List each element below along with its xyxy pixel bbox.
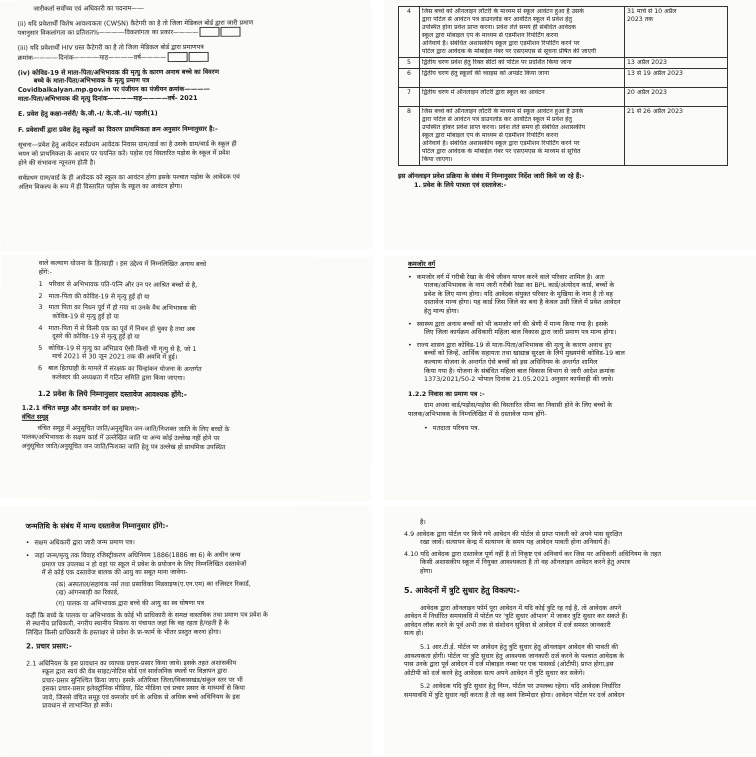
text-line: बच्चों को जिन्हें, आर्थिक सहायता तथा खाद्यान्न सुरक्षा के लिये मुख्यमंत्री कोविड-19 बाल — [424, 349, 625, 358]
list-item: 2 माता-पिता की कोविड-19 से मृत्यु हुई हो या — [38, 291, 150, 301]
text-line: F. प्रवेशार्थी द्वारा प्रवेश हेतु स्कूलों का विवरण प्राथमिकता क्रम अनुसार निम्नानुसार है:- — [18, 124, 218, 134]
table-cell: 21 से 26 अप्रैल 2023 — [625, 107, 728, 166]
text-line: जारीकर्ता सर्वोच्च एवं अधिकारी का पदनाम—— — [33, 4, 145, 13]
section-heading: जन्मतिथि के संबंध में मान्य दस्तावेज निम्नानुसार होंगे:- — [25, 521, 169, 531]
text-line: आवेदन लॉक करने के पूर्व अभी तक से संशोधन सुविधा से आवेदन में दर्ज समस्त जानकारी — [404, 620, 611, 629]
table-cell: 20 अप्रैल 2023 — [625, 88, 728, 107]
text-line: 4.10 यदि आवेदक द्वारा दस्तावेज पूर्ण नहीं है तो निकृष्ट एवं अनिवार्य कर जिस पर अधिकारी अधिनियम के तहत — [404, 549, 662, 558]
document-page-1 — [0, 0, 373, 251]
list-item: (ख) आंगनबाड़ी का रिकार्ड, — [55, 588, 120, 597]
text-line: Covidbalkalyan.mp.gov.in पर पंजीयन का पंजीयन क्रमांक———— — [17, 84, 210, 94]
subsection-heading: वंचित समूह — [21, 412, 49, 421]
text-line: पास उनके द्वारा पूर्व आवेदन में दर्ज मोबाइल नम्बर पर एक पासवर्ड (ओटीपी) प्राप्त होगा,इस — [404, 660, 614, 669]
text-line: लिए जिला कार्यक्रम अधिकारी महिला बाल विकास द्वारा जारी प्रमाण पत्र मान्य होगा। — [424, 328, 617, 337]
text-line: E. प्रवेश हेतु कक्षा-नर्सरी/ के.जी.-I/ के.जी.-II/ पहली(1) — [17, 109, 158, 119]
table-cell: द्वितीय चरण प्रवेश हेतु रिक्त सीटों को पोर्टल पर प्रदर्शित किया जाना — [420, 58, 625, 69]
table-cell: 13 अप्रैल 2023 — [625, 58, 728, 69]
list-item-cont: कोविड-19 से मृत्यु हुई हो या — [52, 312, 119, 321]
bullet-item: • सक्षम अधिकारी द्वारा जारी जन्म प्रमाण पत्र। — [26, 538, 364, 548]
subsection-heading: 1.2.1 वंचित समूह और कमजोर वर्ग का प्रमाण:- — [21, 403, 140, 413]
table-cell: 8 — [399, 107, 420, 166]
bullet-item: • जहां जन्म/मृत्यु तक विवाह रजिस्ट्रीकरण अधिनियम 1886(1886 का 6) के अधीन जन्म — [26, 550, 364, 560]
bullet-item: • राज्य शासन द्वारा कोविड-19 से माता-पिता/अभिभावक की मृत्यु के कारण अनाथ हुए — [408, 341, 748, 350]
list-item: (क) अस्पताल/सहायक नर्स तथा प्रसाविका मिडवाइफ(ए.एन.एम) का रजिस्टर रिकार्ड, — [55, 579, 251, 589]
text-line: होगा। — [420, 566, 433, 575]
table-row — [399, 69, 728, 88]
table-cell: द्वितीय चरण हेतु स्कूलों की च्वाइस को अपडेट किया जाना — [420, 69, 625, 88]
text-line: इस ऑनलाइन प्रवेश प्रक्रिया के संबंध में निम्नानुसार निर्देश जारी किये जा रहे हैं:- — [398, 172, 585, 180]
section-heading: 5. आवेदनों में त्रुटि सुधार हेतु विकल्प:- — [404, 585, 520, 595]
text-line: आवेदक द्वारा ऑनलाइन फॉर्म पूरा आवेदन में यदि कोई त्रुटि रह गई है, तो आवेदक अपने — [420, 603, 622, 612]
table-cell: जिस बच्चे को ऑनलाइन लॉटरी के माध्यम से स्कूल आवंटन हुआ है उसके द्वारा पोर्टल से आवंटन पत्र डाउनलोड कर आवंटित स्कूल में प्रवेश हेतु उपस्थित होना प्रवेश प्राप्त करना। प्रवेश लेते समय ही संबंधित आवेदक स्कूल द्वारा मोबाइल एप के माध्यम से एडमीशन रिपोर्टिंग करना अनिवार्य है। संबंधित अशासकीय स्कूल द्वारा एडमीशन रिपोर्टिंग करने पर पोर्टल द्वारा आवेदक के मोबाईल नंबर पर एसएमएस से सूचना प्रेषित की जाएगी — [420, 7, 625, 58]
text-line: दस्तावेज मान्य होगा। यह कार्ड जिस जिले का बना है केवल उसी जिले में प्रवेश आवेदन — [424, 298, 621, 307]
list-item: 3 माता पिता का निधन पूर्व में हो गया था उनके वैध अभिभावक की — [38, 303, 197, 313]
text-line: माता-पिता/अभिभावक की मृत्यु दिनांक————माह————वर्ष- 2021 — [17, 93, 198, 103]
table-row — [399, 7, 728, 58]
text-line: लिखित किसी प्राधिकारी के हस्ताक्षर से प्रवेश के फ्र-फार्म के भीतर प्रस्तुत करना होगा। — [25, 627, 222, 637]
text-line: अंतिम विकल्प के रूप में ही विस्तारित पड़ोस के स्कूल का आवंटन होगा। — [18, 181, 183, 191]
text-line: सूचना—प्रवेश हेतु आवेदन सर्वप्रथम आवेदक निवास ग्राम/वार्ड का है उसके ग्राम/वार्ड के स्कूल ही — [18, 140, 237, 150]
text-line: प्रावधान से लाभान्वित हो सकें। — [42, 701, 113, 710]
list-item: (ग) पालक या अभिभावक द्वारा बच्चे की आयु का स्व घोषणा पत्र — [55, 598, 205, 608]
text-line: वंचित समूह में अनुसूचित जाति/अनुसूचित जन-जाति/निःशक्त जाति के लिए बच्चों के — [37, 424, 230, 434]
text-line: (ii) यदि प्रवेशार्थी विशेष आवश्यकता (CWSN) कैटेगरी का है तो जिला मेडिकल बोर्ड द्वारा जारी प्रमाण — [17, 18, 254, 28]
text-line: जावे, जिससे वंचित समूह एवं कमजोर वर्ग के अधिक से अधिक बच्चे अधिनियम के इस — [42, 692, 240, 702]
section-heading: कमजोर वर्ग — [408, 260, 436, 268]
text-line: प्रवेश के लिए मान्य होगा। यदि आवेदक संयुक्त परिवार के मुखिया के नाम है तो वह — [424, 289, 613, 298]
bullet-item: • मतदाता परिचय पत्र. — [408, 424, 748, 433]
text-line: (iv) कोविड-19 से माता-पिता/अभिभावक की मृत्यु के कारण अनाथ बच्चे का विवरण — [17, 67, 219, 77]
table-cell: 7 — [399, 88, 420, 107]
text-line: 5.2 आवेदक यदि त्रुटि सुधार हेतु निम्न, पोर्टल पर उपलब्ध रहेगा। यदि आवेदक निर्धारित — [420, 682, 621, 691]
text-line: स्कूल द्वारा स्वयं की वेब साइट/नोटिस बोर्ड एवं सार्वजनिक स्थलों पर विज्ञापन द्वारा — [42, 666, 227, 676]
list-item: 1 परिवार से अभिभावक पति-पत्नि और उन पर आश्रित बच्चों से है, — [38, 280, 198, 290]
bullet-item: • स्वास्थ्य द्वारा अनाथ बच्चों को भी कमजोर वर्ग की श्रेणी में मान्य किया गया है। इसके — [408, 320, 748, 329]
text-line: से स्थानीय प्राधिकारी, नगरीय स्थानीय निकाय या पंचायत जहां कि वह रहता है/रहती है के — [25, 618, 229, 628]
text-line: सत्य हो। — [404, 629, 424, 638]
table-cell: 31 मार्च से 10 अप्रैल 2023 तक — [625, 7, 728, 58]
text-line: किसी अशासकीय स्कूल में नियुक्त आवश्यकता है तो वह ऑनलाइन आवेदन करने हेतु अपात्र — [420, 558, 630, 567]
section-heading: 2. प्रचार प्रसार:- — [26, 641, 72, 651]
table-cell: 13 से 19 अप्रैल 2023 — [625, 69, 728, 88]
document-page-6 — [384, 506, 756, 756]
table-cell: 4 — [399, 7, 420, 58]
text-line: प्रचार-प्रसार सुनिश्चित किया जाए। इसके अतिरिक्त जिला/विकासखंड/संकुल स्तर पर भी — [42, 675, 243, 685]
text-line: पालक/अभिभावक के निम्नलिखित में से दस्तावेज मान्य होंगे- — [408, 409, 547, 418]
table-row — [399, 107, 728, 166]
text-line: हेतु मान्य होगा। — [424, 306, 459, 315]
section-heading: 1.2 प्रवेश के लिये निम्नानुसार दस्तावेज आवश्यक होंगे:- — [37, 389, 187, 400]
document-page-4 — [384, 256, 756, 500]
text-line: कहीं कि बच्चे के पालक या अभिभावक के कोई भी प्राधिकारी के समक्ष वास्तविक तथा प्रमाण पत्र प्रवेश के — [25, 610, 268, 620]
text-line: क्रमांक————दिनांक————माह————वर्ष———— — [18, 51, 364, 63]
text-line: 2.1 अधिनियम के इस प्रावधान का व्यापक प्रचार-प्रसार किया जावे। इसके तहत अशासकीय — [26, 658, 237, 668]
text-line: कल्याण योजना के अन्तर्गत ऐसे बच्चों को इस अधिनियम के अन्तर्गत शामिल — [424, 357, 598, 366]
table-row — [399, 88, 728, 107]
document-page-2 — [384, 0, 756, 250]
text-line: पालक/अभिभावक के नाम जारी गरीबी रेखा का BPL कार्ड/अंत्योदय कार्ड, बच्चों के — [424, 281, 615, 290]
text-line: 5.1 आर.टी.ई. पोर्टल पर आवेदन हेतु त्रुटि सुधार हेतु ऑनलाइन आवेदन की पावती की — [420, 642, 618, 651]
text-line: (iii) यदि प्रवेशार्थी HIV ग्रस्त कैटेगरी का है तो जिला मेडिकल बोर्ड द्वारा प्रमाणपत्र — [17, 43, 204, 53]
document-page-5 — [0, 505, 372, 756]
list-item: 6 बाल हितग्राही के मामले में संरक्षक का चिन्हांकन योजना के अन्तर्गत — [38, 363, 202, 374]
text-line: 4.9 आवेदक द्वारा पोर्टल पर किये गये आवेदन की पोर्टल से प्राप्त पावती को अपने पास सुरक्षित — [404, 529, 623, 538]
text-line: समयावधि में त्रुटि सुधार नहीं करता है तो वह स्वयं जिम्मेदार होगा। आवेदन पोर्टल पर दर्ज आवेदन — [404, 690, 625, 699]
list-item: 5 कोविड-19 से मृत्यु का अभिप्राय ऐसी किसी भी मृत्यु से है, जो 1 — [38, 343, 197, 353]
text-line: चयन को प्राथमिकता के आधार पर चयनित करें। पड़ोस एवं विस्तारित पड़ोस के स्कूल में प्रवेश — [18, 148, 231, 158]
table-cell: 6 — [399, 69, 420, 88]
text-line: में से कोई एक दस्तावेज बालक की आयु का सबूत माना जावेगा- — [41, 568, 188, 577]
list-item-cont: कलेक्टर की अध्यक्षता में गठित समिति द्वारा किया जाएगा। — [51, 372, 185, 382]
text-line: वाले कल्याण योजना के हितग्राही । इस उद्देश्य में निम्नलिखित अनाथ बच्चे — [38, 258, 207, 269]
text-line: है। — [420, 518, 426, 526]
subsection-heading: 1.2.2 निवास का प्रमाण पत्र :- — [408, 389, 485, 398]
text-line: ग्राम अथवा वार्ड/पड़ोस/पड़ोस की विस्तारित सीमा का निवासी होने के लिए बच्चों के — [424, 401, 613, 410]
text-line: 1373/2021/50-2 भोपाल दिनांक 21.05.2021 अनुसार कार्यवाही की जावे। — [424, 375, 614, 384]
text-line: रखा जावें। सत्यापन केन्द्र में सत्यापन के समय यह आवेदन पावती होना अनिवार्य है। — [420, 538, 610, 547]
text-line: अनुसूचित जाति/अनुसूचित जन जाति/निःशक्त जाति हेतु पत्र उल्लेख हो प्राथमिक उपस्थित — [21, 441, 226, 451]
text-line: इसका प्रचार-प्रसार इलेक्ट्रॉनिक मीडिया, प्रिंट मीडिया एवं प्रचार प्रसार के माध्यमों से किया — [42, 684, 245, 693]
list-item-cont: मार्च 2021 से 30 जून 2021 तक की अवधि में हुई। — [52, 352, 178, 362]
text-line: सर्वप्रथम ग्राम/वार्ड के ही आवेदक को स्कूल का आवंटन होगा इसके पश्चात पड़ोस के आवेदक एवं — [18, 172, 240, 183]
text-line: पत्रानुसार विकलांगता का प्रतिशत%————विकलांगता का प्रकार———— — [17, 26, 363, 38]
text-line: आवश्यकता होगी। पोर्टल पर त्रुटि सुधार हेतु आवश्यक जानकारी दर्ज करने के पश्चात आवेदक के — [404, 651, 625, 660]
text-line: प्रमाण पत्र उपलब्ध न हो वहां पर स्कूल में प्रवेश के प्रयोजन के लिए निम्नलिखित दस्तावेजों — [41, 559, 247, 569]
text-line: पालक/अभिभावक के सक्षम कार्ड में उल्लेखित जाति या अन्य कोई उल्लेख नहीं होने पर — [21, 432, 220, 443]
table-cell: द्वितीय चरण में ऑनलाइन लॉटरी द्वारा स्कूल का आवंटन — [420, 88, 625, 107]
text-line: होने की संभावना न्यूनतम होती है। — [18, 158, 96, 167]
text-line: ओटीपी को दर्ज करने हेतु आवेदक सत्य अपने आवेदन में त्रुटि सुधार कर सकेंगे। — [404, 668, 585, 677]
text-line: किया गया है। योजना के संबंधित महिला बाल विकास विभाग से जारी आदेश क्रमांक — [424, 366, 615, 375]
list-item-cont: दूसरे की कोविड-19 से मृत्यु हुई हो या — [52, 332, 140, 341]
table-row — [399, 58, 728, 69]
section-heading: 1. प्रवेश के लिये पात्रता एवं दस्तावेज:- — [414, 180, 507, 189]
numbered-list — [22, 280, 365, 383]
list-item: 4 माता-पिता में से किसी एक का पूर्व में निधन हो चुका है तथा अब — [38, 323, 195, 333]
table-cell: जिस बच्चे को ऑनलाइन लॉटरी के माध्यम से स्कूल आवंटन हुआ है उनके द्वारा पोर्टल से आवंटन पत्र डाउनलोड कर आवंटित स्कूल में प्रवेश हेतु उपस्थित होकर प्रवेश प्राप्त करना। प्रवेश लेते समय ही संबंधित अशासकीय स्कूल द्वारा मोबाइल एप के माध्यम से एडमीशन रिपोर्टिंग करना अनिवार्य है। संबंधित अशासकीय स्कूल द्वारा एडमीशन रिपोर्टिंग करने पर पोर्टल द्वारा आवेदक के मोबाईल नंबर पर एसएमएस के माध्यम से सूचित किया जाएगा। — [420, 107, 625, 166]
table-cell: 5 — [399, 58, 420, 69]
text-line: होंगे:- — [38, 267, 52, 276]
document-page-3 — [0, 255, 373, 502]
bullet-item: • कमजोर वर्ग में गरीबी रेखा के नीचे जीवन यापन करने वाले परिवार शामिल है। अतः — [408, 273, 748, 282]
text-line: आवेदन में निर्धारित समयावधि में पोर्टल पर 'त्रुटि सुधार ऑप्शन' में जाकर त्रुटि सुधार कर सकते हैं। — [404, 612, 628, 621]
text-line: बच्चे के माता-पिता/अभिभावक के मृत्यु प्रमाण पत्र — [33, 76, 150, 86]
schedule-table — [398, 6, 728, 166]
